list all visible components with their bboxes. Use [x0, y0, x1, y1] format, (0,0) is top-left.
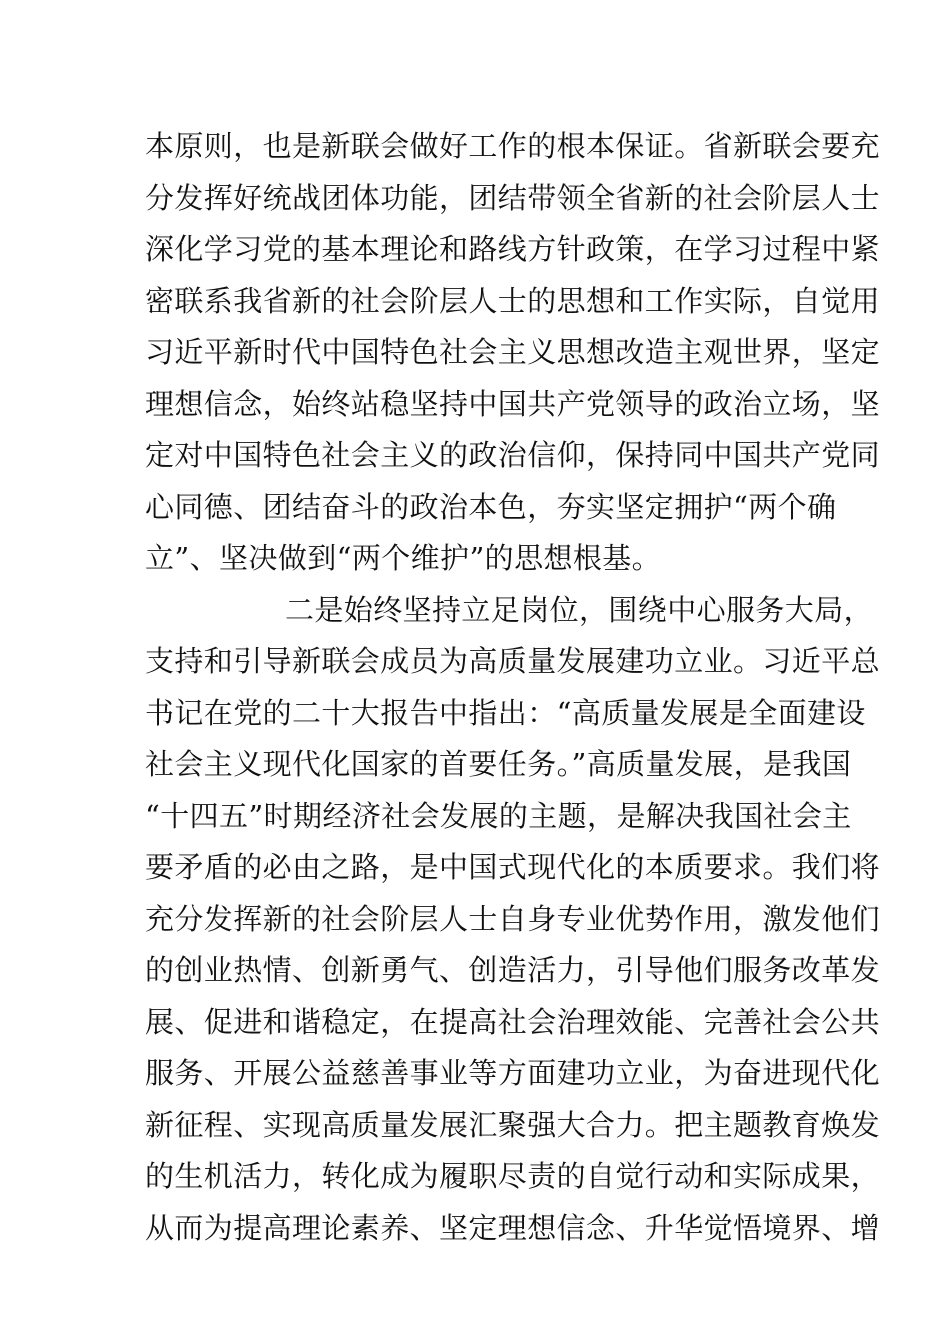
- text-line: 书记在党的二十大报告中指出：“高质量发展是全面建设: [145, 695, 866, 730]
- text-line: 二是始终坚持立足岗位，围绕中心服务大局，: [285, 592, 874, 627]
- text-line: 习近平新时代中国特色社会主义思想改造主观世界，坚定: [145, 335, 881, 369]
- text-line: 社会主义现代化国家的首要任务。”高质量发展，是我国: [145, 747, 852, 781]
- text-line: 心同德、团结奋斗的政治本色，夯实坚定拥护“两个确: [145, 489, 837, 524]
- text-line: 支持和引导新联会成员为高质量发展建功立业。习近平总: [145, 644, 881, 678]
- text-line: 要矛盾的必由之路，是中国式现代化的本质要求。我们将: [145, 850, 881, 884]
- text-line: 密联系我省新的社会阶层人士的思想和工作实际，自觉用: [145, 283, 881, 318]
- text-line: 的生机活力，转化成为履职尽责的自觉行动和实际成果，: [145, 1159, 881, 1193]
- text-line: 新征程、实现高质量发展汇聚强大合力。把主题教育焕发: [145, 1107, 881, 1142]
- text-line: 本原则，也是新联会做好工作的根本保证。省新联会要充: [145, 129, 881, 163]
- text-line: 定对中国特色社会主义的政治信仰，保持同中国共产党同: [145, 438, 881, 472]
- text-line: 理想信念，始终站稳坚持中国共产党领导的政治立场，坚: [145, 386, 881, 421]
- text-line: 分发挥好统战团体功能，团结带领全省新的社会阶层人士: [145, 180, 881, 215]
- text-line: 立”、坚决做到“两个维护”的思想根基。: [145, 541, 662, 575]
- body-text: [145, 121, 881, 1254]
- text-line: 展、促进和谐稳定，在提高社会治理效能、完善社会公共: [145, 1004, 881, 1039]
- paragraph-1: [145, 121, 881, 585]
- text-line: 充分发挥新的社会阶层人士自身专业优势作用，激发他们: [145, 901, 881, 936]
- text-line: 服务、开展公益慈善事业等方面建功立业，为奋进现代化: [145, 1056, 881, 1090]
- text-line: 从而为提高理论素养、坚定理想信念、升华觉悟境界、增: [145, 1210, 881, 1245]
- paragraph-2: [145, 585, 881, 1255]
- text-line: 的创业热情、创新勇气、创造活力，引导他们服务改革发: [145, 953, 881, 987]
- text-line: 深化学习党的基本理论和路线方针政策，在学习过程中紧: [145, 232, 881, 266]
- text-line: “十四五”时期经济社会发展的主题，是解决我国社会主: [145, 798, 852, 833]
